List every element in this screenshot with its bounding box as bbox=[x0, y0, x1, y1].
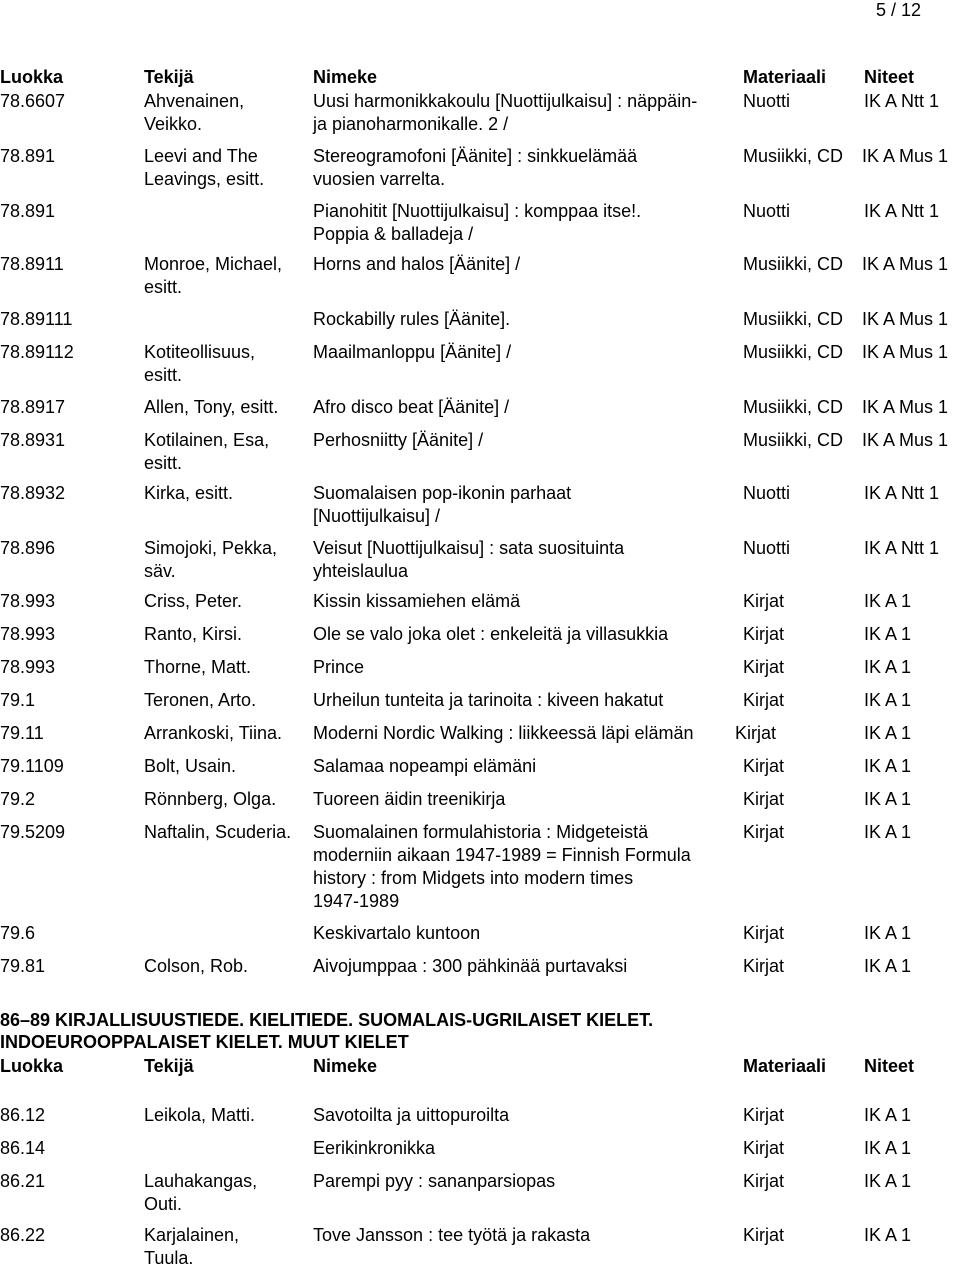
cell-materiaali: Kirjat bbox=[743, 591, 785, 611]
cell-tekija: esitt. bbox=[144, 453, 183, 473]
cell-niteet: IK A Ntt 1 bbox=[864, 91, 940, 111]
cell-tekija: Allen, Tony, esitt. bbox=[144, 397, 279, 417]
cell-materiaali: Kirjat bbox=[743, 822, 785, 842]
cell-tekija: Kotiteollisuus, bbox=[144, 342, 256, 362]
cell-tekija: Thorne, Matt. bbox=[144, 657, 252, 677]
cell-luokka: 79.6 bbox=[0, 923, 36, 943]
cell-materiaali: Kirjat bbox=[743, 789, 785, 809]
cell-nimeke: Urheilun tunteita ja tarinoita : kiveen hakatut bbox=[313, 690, 664, 710]
cell-luokka: 78.896 bbox=[0, 538, 56, 558]
cell-materiaali: Musiikki, CD bbox=[743, 430, 844, 450]
cell-luokka: 79.2 bbox=[0, 789, 36, 809]
cell-nimeke: ja pianoharmonikalle. 2 / bbox=[313, 114, 509, 134]
header-nimeke-2: Nimeke bbox=[313, 1056, 378, 1076]
cell-luokka: 78.8932 bbox=[0, 483, 66, 503]
cell-materiaali: Kirjat bbox=[743, 690, 785, 710]
cell-nimeke: Afro disco beat [Äänite] / bbox=[313, 397, 510, 417]
cell-nimeke: Horns and halos [Äänite] / bbox=[313, 254, 521, 274]
header-nimeke: Nimeke bbox=[313, 67, 378, 87]
cell-luokka: 78.993 bbox=[0, 624, 56, 644]
cell-luokka: 79.81 bbox=[0, 956, 46, 976]
cell-luokka: 79.5209 bbox=[0, 822, 66, 842]
cell-tekija: Karjalainen, bbox=[144, 1225, 240, 1245]
header-niteet-2: Niteet bbox=[864, 1056, 915, 1076]
cell-materiaali: Kirjat bbox=[743, 657, 785, 677]
cell-nimeke: vuosien varrelta. bbox=[313, 169, 446, 189]
cell-tekija: Monroe, Michael, bbox=[144, 254, 283, 274]
cell-niteet: IK A 1 bbox=[864, 1225, 912, 1245]
page-number: 5 / 12 bbox=[876, 0, 922, 20]
cell-tekija: esitt. bbox=[144, 277, 183, 297]
cell-materiaali: Kirjat bbox=[743, 1171, 785, 1191]
cell-niteet: IK A 1 bbox=[864, 624, 912, 644]
cell-materiaali: Kirjat bbox=[743, 956, 785, 976]
header-materiaali: Materiaali bbox=[743, 67, 827, 87]
cell-materiaali: Nuotti bbox=[743, 538, 791, 558]
cell-tekija: esitt. bbox=[144, 365, 183, 385]
cell-nimeke: Parempi pyy : sananparsiopas bbox=[313, 1171, 556, 1191]
cell-nimeke: moderniin aikaan 1947-1989 = Finnish Formula bbox=[313, 845, 691, 865]
cell-luokka: 86.21 bbox=[0, 1171, 46, 1191]
cell-niteet: IK A 1 bbox=[864, 756, 912, 776]
cell-materiaali: Kirjat bbox=[743, 756, 785, 776]
header-tekija-2: Tekijä bbox=[144, 1056, 194, 1076]
cell-luokka: 79.11 bbox=[0, 723, 44, 743]
cell-luokka: 78.8917 bbox=[0, 397, 66, 417]
cell-niteet: IK A Mus 1 bbox=[862, 254, 949, 274]
cell-niteet: IK A 1 bbox=[864, 657, 912, 677]
cell-tekija: Kotilainen, Esa, bbox=[144, 430, 270, 450]
cell-tekija: Teronen, Arto. bbox=[144, 690, 257, 710]
cell-tekija: säv. bbox=[144, 561, 176, 581]
cell-nimeke: Uusi harmonikkakoulu [Nuottijulkaisu] : näppäin- bbox=[313, 91, 698, 111]
cell-luokka: 86.12 bbox=[0, 1105, 46, 1125]
cell-nimeke: Tuoreen äidin treenikirja bbox=[313, 789, 506, 809]
cell-tekija: Arrankoski, Tiina. bbox=[144, 723, 283, 743]
cell-niteet: IK A Mus 1 bbox=[862, 146, 949, 166]
cell-nimeke: yhteislaulua bbox=[313, 561, 409, 581]
cell-niteet: IK A 1 bbox=[864, 1138, 912, 1158]
cell-nimeke: Tove Jansson : tee työtä ja rakasta bbox=[313, 1225, 591, 1245]
header-materiaali-2: Materiaali bbox=[743, 1056, 827, 1076]
cell-luokka: 79.1109 bbox=[0, 756, 64, 776]
cell-materiaali: Nuotti bbox=[743, 201, 791, 221]
cell-luokka: 78.89112 bbox=[0, 342, 74, 362]
cell-materiaali: Nuotti bbox=[743, 91, 791, 111]
cell-nimeke: Salamaa nopeampi elämäni bbox=[313, 756, 537, 776]
section-heading-line-2: INDOEUROOPPALAISET KIELET. MUUT KIELET bbox=[0, 1032, 409, 1052]
cell-nimeke: Perhosniitty [Äänite] / bbox=[313, 430, 484, 450]
cell-niteet: IK A Ntt 1 bbox=[864, 538, 940, 558]
cell-nimeke: Rockabilly rules [Äänite]. bbox=[313, 309, 511, 329]
cell-luokka: 78.89111 bbox=[0, 309, 73, 329]
cell-nimeke: Aivojumppaa : 300 pähkinää purtavaksi bbox=[313, 956, 628, 976]
cell-luokka: 78.891 bbox=[0, 201, 56, 221]
cell-niteet: IK A 1 bbox=[864, 789, 912, 809]
cell-tekija: Ahvenainen, bbox=[144, 91, 245, 111]
cell-materiaali: Kirjat bbox=[743, 1105, 785, 1125]
cell-materiaali: Musiikki, CD bbox=[743, 397, 844, 417]
cell-luokka: 78.891 bbox=[0, 146, 56, 166]
cell-tekija: Leavings, esitt. bbox=[144, 169, 265, 189]
cell-niteet: IK A Mus 1 bbox=[862, 397, 949, 417]
cell-nimeke: Kissin kissamiehen elämä bbox=[313, 591, 521, 611]
header-niteet: Niteet bbox=[864, 67, 915, 87]
section-heading-line-1: 86–89 KIRJALLISUUSTIEDE. KIELITIEDE. SUOMALAIS-UGRILAISET KIELET. bbox=[0, 1010, 654, 1030]
cell-nimeke: Prince bbox=[313, 657, 365, 677]
cell-tekija: Kirka, esitt. bbox=[144, 483, 234, 503]
cell-nimeke: Suomalaisen pop-ikonin parhaat bbox=[313, 483, 572, 503]
cell-tekija: Leikola, Matti. bbox=[144, 1105, 256, 1125]
cell-materiaali: Kirjat bbox=[735, 723, 777, 743]
cell-luokka: 86.14 bbox=[0, 1138, 46, 1158]
cell-nimeke: Stereogramofoni [Äänite] : sinkkuelämää bbox=[313, 146, 638, 166]
cell-luokka: 78.8911 bbox=[0, 254, 64, 274]
cell-nimeke: Moderni Nordic Walking : liikkeessä läpi elämän bbox=[313, 723, 694, 743]
header-tekija: Tekijä bbox=[144, 67, 194, 87]
cell-nimeke: [Nuottijulkaisu] / bbox=[313, 506, 441, 526]
cell-nimeke: Suomalainen formulahistoria : Midgeteistä bbox=[313, 822, 649, 842]
cell-materiaali: Musiikki, CD bbox=[743, 146, 844, 166]
cell-nimeke: Veisut [Nuottijulkaisu] : sata suosituinta bbox=[313, 538, 625, 558]
cell-luokka: 78.8931 bbox=[0, 430, 66, 450]
cell-niteet: IK A 1 bbox=[864, 1171, 912, 1191]
cell-niteet: IK A Ntt 1 bbox=[864, 201, 940, 221]
cell-materiaali: Kirjat bbox=[743, 1138, 785, 1158]
cell-nimeke: history : from Midgets into modern times bbox=[313, 868, 634, 888]
cell-luokka: 79.1 bbox=[0, 690, 36, 710]
cell-tekija: Ranto, Kirsi. bbox=[144, 624, 243, 644]
cell-tekija: Criss, Peter. bbox=[144, 591, 243, 611]
header-luokka: Luokka bbox=[0, 67, 64, 87]
cell-nimeke: Poppia & balladeja / bbox=[313, 224, 474, 244]
cell-nimeke: Keskivartalo kuntoon bbox=[313, 923, 481, 943]
cell-luokka: 86.22 bbox=[0, 1225, 46, 1245]
header-luokka-2: Luokka bbox=[0, 1056, 64, 1076]
cell-niteet: IK A 1 bbox=[864, 923, 912, 943]
cell-tekija: Naftalin, Scuderia. bbox=[144, 822, 292, 842]
cell-nimeke: Savotoilta ja uittopuroilta bbox=[313, 1105, 510, 1125]
cell-nimeke: Pianohitit [Nuottijulkaisu] : komppaa itse!. bbox=[313, 201, 642, 221]
cell-nimeke: Maailmanloppu [Äänite] / bbox=[313, 342, 512, 362]
cell-tekija: Colson, Rob. bbox=[144, 956, 249, 976]
cell-materiaali: Kirjat bbox=[743, 1225, 785, 1245]
cell-luokka: 78.993 bbox=[0, 657, 56, 677]
cell-materiaali: Musiikki, CD bbox=[743, 254, 844, 274]
cell-nimeke: 1947-1989 bbox=[313, 891, 400, 911]
cell-niteet: IK A 1 bbox=[864, 723, 912, 743]
cell-luokka: 78.6607 bbox=[0, 91, 66, 111]
cell-tekija: Lauhakangas, bbox=[144, 1171, 258, 1191]
cell-materiaali: Kirjat bbox=[743, 923, 785, 943]
cell-materiaali: Kirjat bbox=[743, 624, 785, 644]
cell-luokka: 78.993 bbox=[0, 591, 56, 611]
cell-niteet: IK A Mus 1 bbox=[862, 430, 949, 450]
cell-tekija: Leevi and The bbox=[144, 146, 258, 166]
cell-niteet: IK A Mus 1 bbox=[862, 309, 949, 329]
cell-nimeke: Eerikinkronikka bbox=[313, 1138, 436, 1158]
cell-tekija: Bolt, Usain. bbox=[144, 756, 237, 776]
cell-tekija: Tuula. bbox=[144, 1248, 194, 1268]
cell-tekija: Veikko. bbox=[144, 114, 203, 134]
cell-niteet: IK A Mus 1 bbox=[862, 342, 949, 362]
cell-tekija: Simojoki, Pekka, bbox=[144, 538, 278, 558]
cell-materiaali: Nuotti bbox=[743, 483, 791, 503]
cell-materiaali: Musiikki, CD bbox=[743, 309, 844, 329]
cell-niteet: IK A Ntt 1 bbox=[864, 483, 940, 503]
cell-niteet: IK A 1 bbox=[864, 1105, 912, 1125]
cell-tekija: Rönnberg, Olga. bbox=[144, 789, 277, 809]
cell-materiaali: Musiikki, CD bbox=[743, 342, 844, 362]
cell-niteet: IK A 1 bbox=[864, 591, 912, 611]
cell-niteet: IK A 1 bbox=[864, 690, 912, 710]
cell-niteet: IK A 1 bbox=[864, 822, 912, 842]
cell-tekija: Outi. bbox=[144, 1194, 183, 1214]
cell-niteet: IK A 1 bbox=[864, 956, 912, 976]
cell-nimeke: Ole se valo joka olet : enkeleitä ja villasukkia bbox=[313, 624, 669, 644]
